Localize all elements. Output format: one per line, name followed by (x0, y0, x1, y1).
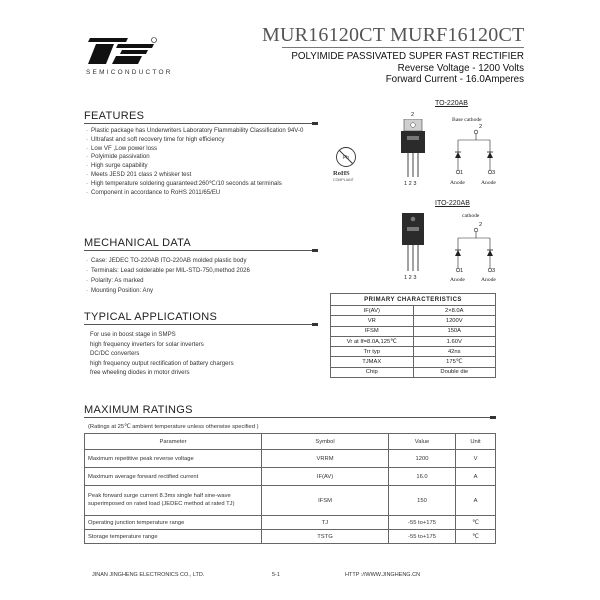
column-header: Parameter (85, 434, 262, 450)
mechanical-rule (84, 250, 316, 251)
column-header: Unit (456, 434, 496, 450)
primary-title: PRIMARY CHARACTERISTICS (331, 294, 496, 306)
value-cell: 150 (389, 486, 456, 516)
footer-url[interactable]: HTTP ://WWW.JINGHENG.CN (345, 572, 421, 578)
symbol-cell: VRRM (262, 450, 389, 468)
list-item: · Terminals: Lead solderable per MIL-STD-750,method 2026 (86, 266, 250, 276)
applications-list (90, 330, 234, 378)
mechanical-list (86, 256, 250, 296)
mechanical-rule-end (312, 249, 318, 252)
value-cell: -55 to+175 (389, 516, 456, 530)
table-row (331, 367, 496, 377)
table-row (331, 326, 496, 336)
primary-param: IFSM (331, 326, 414, 336)
param-cell: Peak forward surge current 8.3ms single half sine-wave superimposed on rated load (JEDEC method at rated TJ) (85, 486, 262, 516)
svg-text:Pb: Pb (342, 155, 350, 161)
column-header: Symbol (262, 434, 389, 450)
list-item: · High temperature soldering guaranteed:260℃/10 seconds at terminals (86, 180, 303, 189)
part-numbers: MUR16120CT MURF16120CT (262, 24, 525, 46)
applications-rule-end (312, 323, 318, 326)
package1-pin-left: 1 (460, 170, 464, 176)
list-item: DC/DC converters (90, 350, 140, 358)
package2-anode-left: Anode (450, 277, 465, 283)
table-row (85, 516, 496, 530)
package2-pin-right: 3 (492, 268, 496, 274)
param-cell: Operating junction temperature range (85, 516, 262, 530)
list-item: · Case: JEDEC TO-220AB ITO-220AB molded plastic body (86, 256, 250, 266)
table-row (331, 347, 496, 357)
rohs-sub: COMPLIANT (333, 178, 354, 182)
package1-tab-pin: 2 (411, 112, 415, 118)
list-item: free wheeling diodes in motor drivers (90, 369, 190, 377)
max-ratings-note: (Ratings at 25℃ ambient temperature unless otherwise specified ) (88, 424, 259, 430)
list-item: high frequency output rectification of battery chargers (90, 359, 234, 367)
primary-param: Vr at If=8.0A,125℃ (331, 336, 414, 346)
package2-pins: 1 2 3 (404, 275, 417, 281)
param-cell: Maximum average forward rectified current (85, 468, 262, 486)
value-cell: -55 to+175 (389, 530, 456, 544)
list-item: · Component in accordance to RoHS 2011/65/EU (86, 189, 303, 198)
primary-param: TJMAX (331, 357, 414, 367)
table-row (85, 450, 496, 468)
primary-value: 1200V (413, 316, 496, 326)
list-item: · High surge capability (86, 162, 303, 171)
package2-pin-top: 2 (479, 222, 483, 228)
mechanical-title: MECHANICAL DATA (84, 237, 191, 249)
table-row (331, 357, 496, 367)
max-ratings-table (84, 433, 496, 544)
primary-param: Chip (331, 367, 414, 377)
package1-circuit-title: Base cathode (452, 117, 482, 123)
ito220ab-package-icon (398, 213, 428, 273)
value-cell: 16.0 (389, 468, 456, 486)
unit-cell: ℃ (456, 516, 496, 530)
package1-anode-right: Anode (481, 180, 496, 186)
package1-anode-left: Anode (450, 180, 465, 186)
primary-value: 42ns (413, 347, 496, 357)
forward-current: Forward Current - 16.0Amperes (385, 74, 524, 85)
max-ratings-rule (84, 417, 496, 418)
company-tag: SEMICONDUCTOR (86, 69, 173, 76)
primary-param: IF(AV) (331, 306, 414, 316)
max-ratings-title: MAXIMUM RATINGS (84, 404, 193, 416)
to220ab-package-icon (398, 119, 428, 179)
primary-value: 2×8.0A (413, 306, 496, 316)
primary-param: VR (331, 316, 414, 326)
rohs-icon (335, 146, 357, 168)
rohs-label: RoHS (333, 170, 350, 177)
package1-label: TO-220AB (435, 100, 468, 107)
param-cell: Storage temperature range (85, 530, 262, 544)
table-row (331, 306, 496, 316)
primary-value: 1.60V (413, 336, 496, 346)
column-header: Value (389, 434, 456, 450)
package1-pins: 1 2 3 (404, 181, 417, 187)
unit-cell: V (456, 450, 496, 468)
list-item: · Mounting Position: Any (86, 286, 250, 296)
footer-page: 5-1 (272, 572, 280, 578)
list-item: For use in boost stage in SMPS (90, 331, 176, 338)
symbol-cell: IFSM (262, 486, 389, 516)
table-row (331, 316, 496, 326)
features-rule (84, 123, 316, 124)
unit-cell: A (456, 486, 496, 516)
symbol-cell: IF(AV) (262, 468, 389, 486)
primary-param: Trr typ (331, 347, 414, 357)
package1-pin-top: 2 (479, 124, 483, 130)
value-cell: 1200 (389, 450, 456, 468)
table-row (331, 336, 496, 346)
primary-value: Double die (413, 367, 496, 377)
primary-value: 150A (413, 326, 496, 336)
param-cell: Maximum repetitive peak reverse voltage (85, 450, 262, 468)
applications-rule (84, 324, 316, 325)
table-row (85, 486, 496, 516)
reverse-voltage: Reverse Voltage - 1200 Volts (397, 63, 524, 74)
list-item: · Low VF ,Low power loss (86, 145, 303, 154)
header-divider (282, 47, 524, 48)
jj-logo (88, 36, 158, 66)
footer-company: JINAN JINGHENG ELECTRONICS CO., LTD. (92, 572, 205, 578)
features-list (86, 127, 303, 197)
features-rule-end (312, 122, 318, 125)
package2-circuit-title: cathode (462, 213, 480, 219)
symbol-cell: TSTG (262, 530, 389, 544)
list-item: · Polyimide passivation (86, 153, 303, 162)
features-title: FEATURES (84, 110, 145, 122)
list-item: · Plastic package has Underwriters Laboratory Flammability Classification 94V-0 (86, 127, 303, 136)
applications-title: TYPICAL APPLICATIONS (84, 311, 218, 323)
max-ratings-rule-end (490, 416, 496, 419)
list-item: · Ultrafast and soft recovery time for high efficiency (86, 136, 303, 145)
primary-value: 175℃ (413, 357, 496, 367)
primary-characteristics-table (330, 293, 496, 378)
unit-cell: A (456, 468, 496, 486)
list-item: · Meets JESD 201 class 2 whisker test (86, 171, 303, 180)
package2-label: ITO-220AB (435, 200, 470, 207)
package2-circuit-diagram (446, 222, 498, 276)
table-row (85, 468, 496, 486)
subtitle: POLYIMIDE PASSIVATED SUPER FAST RECTIFIER (291, 51, 524, 62)
list-item: · Polarity: As marked (86, 276, 250, 286)
package2-anode-right: Anode (481, 277, 496, 283)
list-item: high frequency inverters for solar inverters (90, 340, 204, 348)
table-header-row (85, 434, 496, 450)
package1-circuit-diagram (446, 124, 498, 178)
unit-cell: ℃ (456, 530, 496, 544)
package2-pin-left: 1 (460, 268, 464, 274)
package1-pin-right: 3 (492, 170, 496, 176)
symbol-cell: TJ (262, 516, 389, 530)
table-row (85, 530, 496, 544)
